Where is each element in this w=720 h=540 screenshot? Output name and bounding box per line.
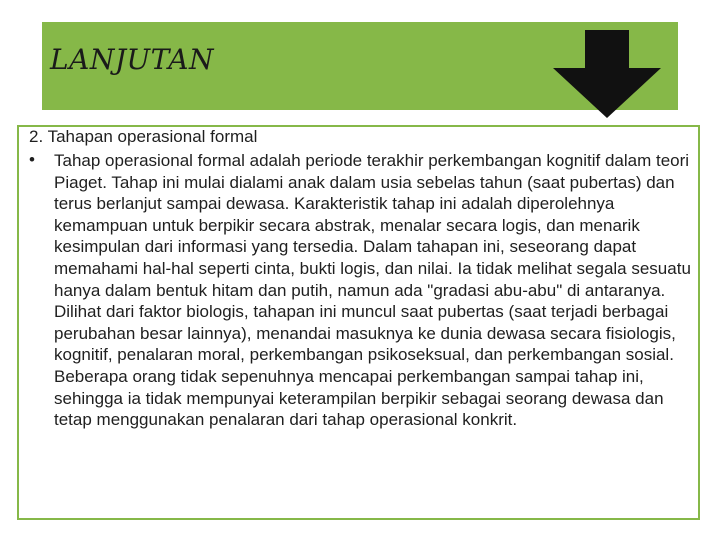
section-heading: 2. Tahapan operasional formal [29, 127, 258, 146]
bullet-paragraph: Tahap operasional formal adalah periode terakhir perkembangan kognitif dalam teori Piaget. Tahap ini mulai dialami anak dalam usia sebelas tahun (saat pubertas) dan terus berlanjut sampai dewasa. Karakteristik tahap ini adalah diperolehnya kemampuan untuk berpikir secara abstrak, menalar secara logis, dan menarik kesimpulan dari informasi yang tersedia. Dalam tahapan ini, seseorang dapat memahami hal-hal seperti cinta, bukti logis, dan nilai. Ia tidak melihat segala sesuatu hanya dalam bentuk hitam dan putih, namun ada "gradasi abu-abu" di antaranya. Dilihat dari faktor biologis, tahapan ini muncul saat pubertas (saat terjadi berbagai perubahan besar lainnya), menandai masuknya ke dunia dewasa secara fisiologis, kognitif, penalaran moral, perkembangan psikoseksual, dan perkembangan sosial. Beberapa orang tidak sepenuhnya mencapai perkembangan sampai tahap ini, sehingga ia tidak mempunyai keterampilan berpikir sebagai seorang dewasa dan tetap menggunakan penalaran dari tahap operasional konkrit. [54, 151, 691, 430]
slide-title: LANJUTAN [50, 43, 215, 76]
down-arrow-icon [549, 30, 665, 120]
bullet-symbol: • [29, 150, 35, 169]
